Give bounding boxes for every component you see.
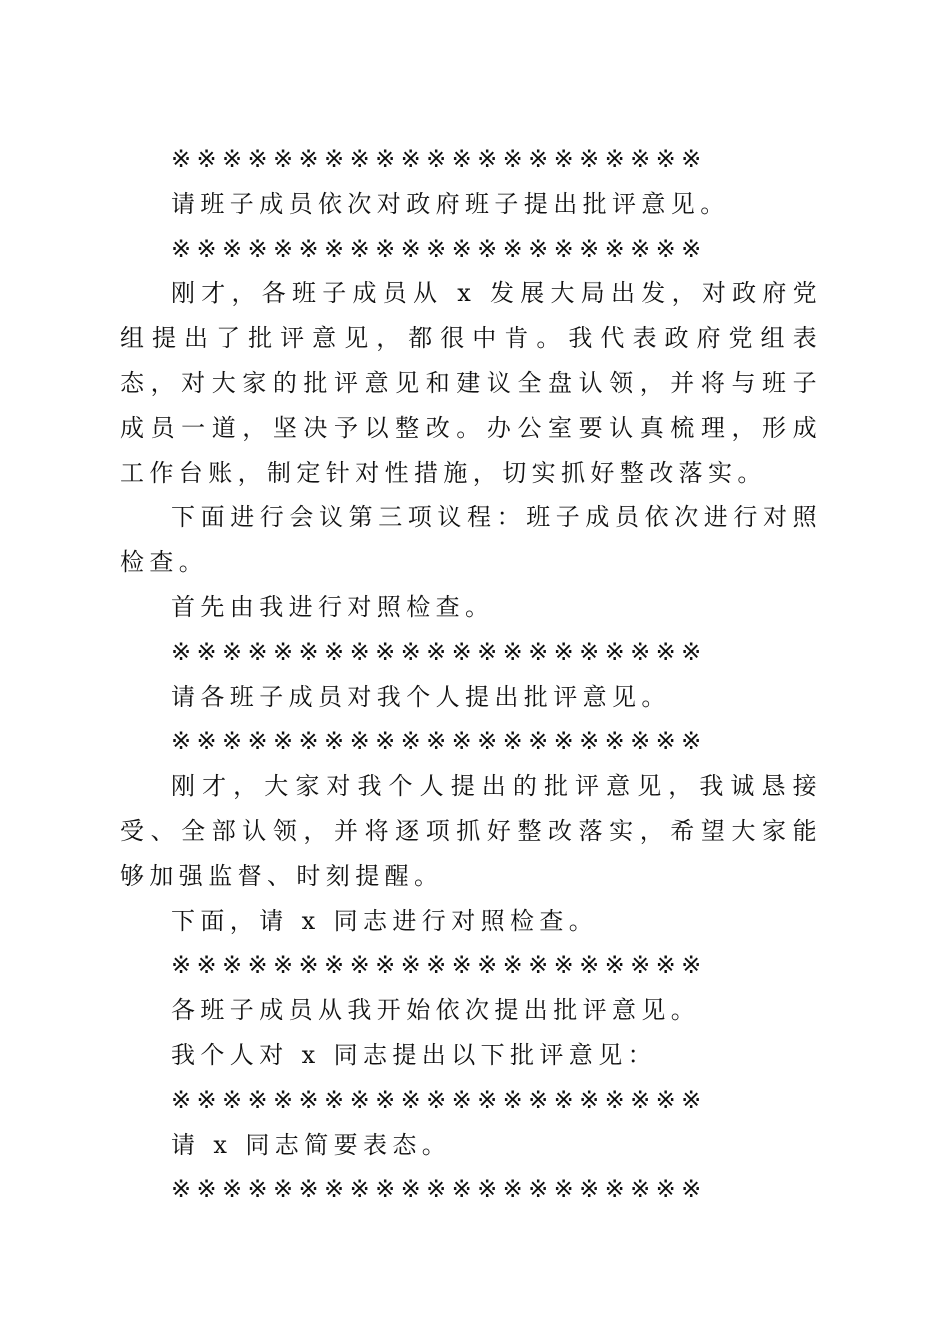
placeholder-line: ※※※※※※※※※※※※※※※※※※※※※: [171, 951, 707, 980]
placeholder-line: ※※※※※※※※※※※※※※※※※※※※※: [171, 1085, 707, 1114]
paragraph-agenda-item-three: 下面进行会议第三项议程：班子成员依次进行对照检查。: [120, 503, 822, 577]
paragraph-response-personal: 刚才，大家对我个人提出的批评意见，我诚恳接受、全部认领，并将逐项抓好整改落实，希望大家能够加强监督、时刻提醒。: [120, 772, 822, 890]
paragraph-comrade-statement: 请 x 同志简要表态。: [171, 1130, 452, 1159]
paragraph-response-government: 刚才，各班子成员从 x 发展大局出发，对政府党组提出了批评意见，都很中肯。我代表政府党组表态，对大家的批评意见和建议全盘认领，并将与班子成员一道，坚决予以整改。办公室要认真梳理，形成工作台账，制定针对性措施，切实抓好整改落实。: [120, 279, 822, 487]
paragraph-request-criticism-personal: 请各班子成员对我个人提出批评意见。: [171, 682, 671, 711]
placeholder-line: ※※※※※※※※※※※※※※※※※※※※※: [171, 637, 707, 666]
paragraph-criticism-order: 各班子成员从我开始依次提出批评意见。: [171, 996, 701, 1025]
placeholder-line: ※※※※※※※※※※※※※※※※※※※※※: [171, 727, 707, 756]
placeholder-line: ※※※※※※※※※※※※※※※※※※※※※: [171, 145, 707, 173]
paragraph-self-check-intro: 首先由我进行对照检查。: [171, 592, 495, 621]
placeholder-line: ※※※※※※※※※※※※※※※※※※※※※: [171, 1175, 707, 1204]
paragraph-my-criticism: 我个人对 x 同志提出以下批评意见：: [171, 1040, 657, 1069]
paragraph-request-criticism-government: 请班子成员依次对政府班子提出批评意见。: [171, 189, 730, 218]
paragraph-next-comrade-check: 下面，请 x 同志进行对照检查。: [171, 906, 599, 935]
document-page: [120, 137, 822, 1212]
placeholder-line: ※※※※※※※※※※※※※※※※※※※※※: [171, 234, 707, 263]
